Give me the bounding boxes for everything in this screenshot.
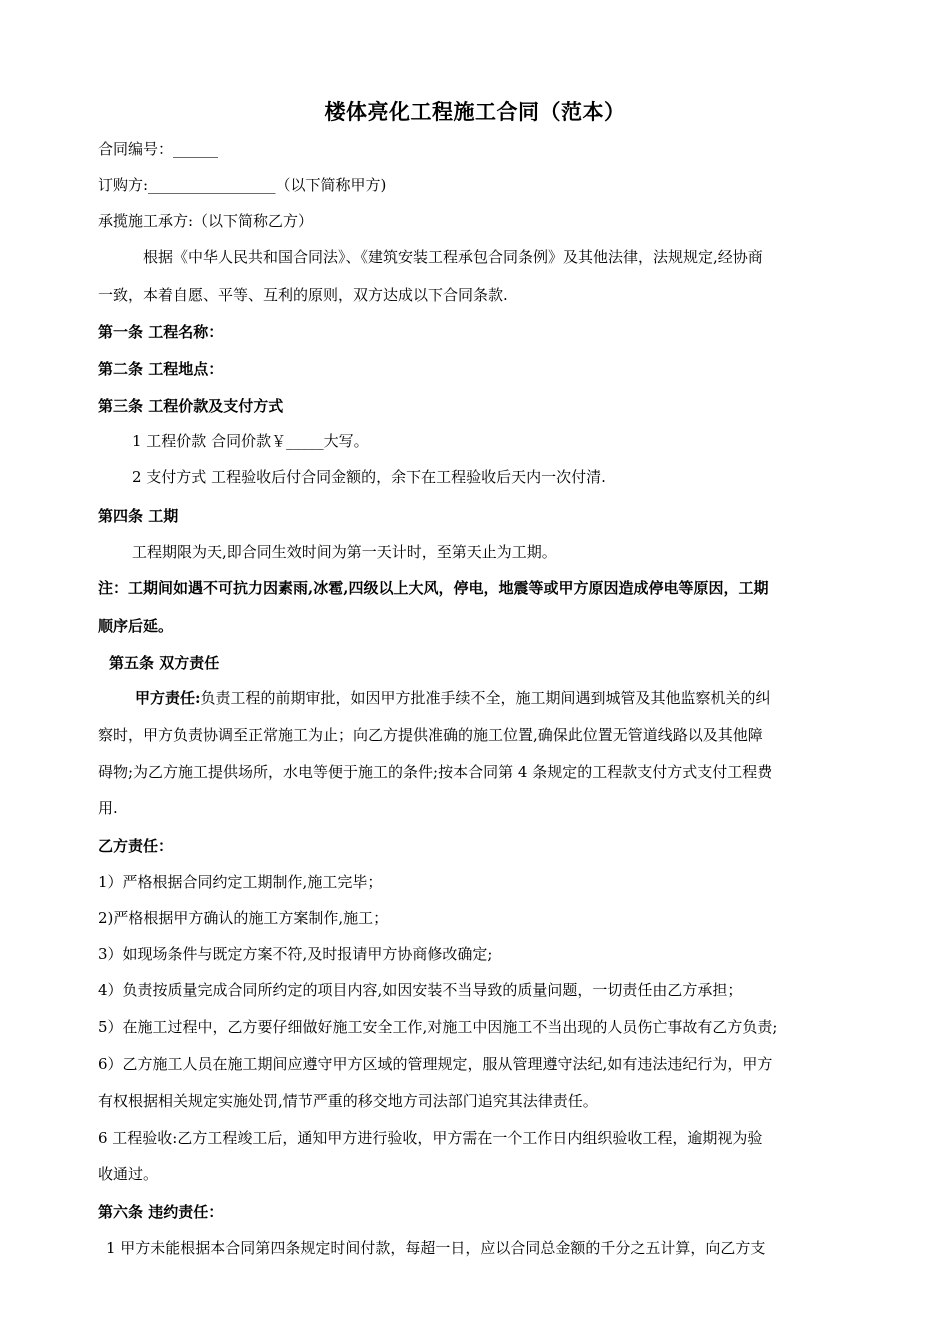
party-a-label: 甲方责任: [135, 689, 201, 707]
party-b-item-1: 1）严格根据合同约定工期制作,施工完毕； [98, 873, 383, 891]
article-5-heading: 第五条 双方责任 [109, 654, 220, 672]
intro-paragraph-line-2: 一致，本着自愿、平等、互利的原则，双方达成以下合同条款. [98, 286, 508, 304]
party-a-responsibility-line-1 [135, 688, 771, 708]
article-4-heading: 第四条 工期 [98, 507, 179, 525]
contract-number-line: 合同编号：______ [98, 140, 219, 158]
note-line-2: 顺序后延。 [98, 617, 174, 635]
party-b-item-6-line-2: 有权根据相关规定实施处罚,情节严重的移交地方司法部门追究其法律责任。 [98, 1092, 598, 1110]
acceptance-line-2: 收通过。 [98, 1165, 159, 1183]
document-title: 楼体亮化工程施工合同（范本） [324, 99, 626, 124]
article-6-heading: 第六条 违约责任： [98, 1203, 224, 1221]
party-a-text-1: 负责工程的前期审批，如因甲方批准手续不全，施工期间遇到城管及其他监察机关的纠 [200, 689, 771, 707]
article-3-heading: 第三条 工程价款及支付方式 [98, 397, 284, 415]
party-a-responsibility-line-3: 碍物;为乙方施工提供场所，水电等便于施工的条件;按本合同第 4 条规定的工程款支付方式支付工程费 [98, 763, 773, 781]
article-1-heading: 第一条 工程名称： [98, 323, 224, 341]
buyer-line: 订购方:_________________（以下简称甲方) [98, 176, 387, 194]
intro-paragraph-line-1: 根据《中华人民共和国合同法》、《建筑安装工程承包合同条例》及其他法律，法规规定,经协商 [143, 248, 763, 266]
article-3-item-1: 1 工程价款 合同价款￥_____大写。 [132, 432, 369, 450]
party-b-item-5: 5）在施工过程中，乙方要仔细做好施工安全工作,对施工中因施工不当出现的人员伤亡事故有乙方负责; [98, 1018, 778, 1036]
note-line-1: 注：工期间如遇不可抗力因素雨,冰雹,四级以上大风，停电，地震等或甲方原因造成停电等原因，工期 [98, 579, 769, 597]
party-b-item-4: 4）负责按质量完成合同所约定的项目内容,如因安装不当导致的质量问题，一切责任由乙方承担； [98, 981, 743, 999]
contractor-line: 承揽施工承方:（以下简称乙方） [98, 212, 314, 230]
party-b-heading: 乙方责任： [98, 837, 174, 855]
acceptance-line-1: 6 工程验收:乙方工程竣工后，通知甲方进行验收，甲方需在一个工作日内组织验收工程，逾期视为验 [98, 1129, 763, 1147]
article-2-heading: 第二条 工程地点： [98, 360, 224, 378]
party-b-item-6-line-1: 6）乙方施工人员在施工期间应遵守甲方区域的管理规定，服从管理遵守法纪,如有违法违纪行为，甲方 [98, 1055, 773, 1073]
party-a-responsibility-line-4: 用. [98, 799, 118, 817]
party-b-item-3: 3）如现场条件与既定方案不符,及时报请甲方协商修改确定; [98, 945, 493, 963]
article-3-item-2: 2 支付方式 工程验收后付合同金额的，余下在工程验收后天内一次付清. [132, 468, 606, 486]
article-4-body: 工程期限为天,即合同生效时间为第一天计时，至第天止为工期。 [132, 543, 557, 561]
party-b-item-2: 2)严格根据甲方确认的施工方案制作,施工； [98, 909, 389, 927]
party-a-responsibility-line-2: 察时，甲方负责协调至正常施工为止；向乙方提供准确的施工位置,确保此位置无管道线路以及其他障 [98, 726, 763, 744]
article-6-item-1: 1 甲方未能根据本合同第四条规定时间付款，每超一日，应以合同总金额的千分之五计算，向乙方支 [106, 1239, 766, 1257]
